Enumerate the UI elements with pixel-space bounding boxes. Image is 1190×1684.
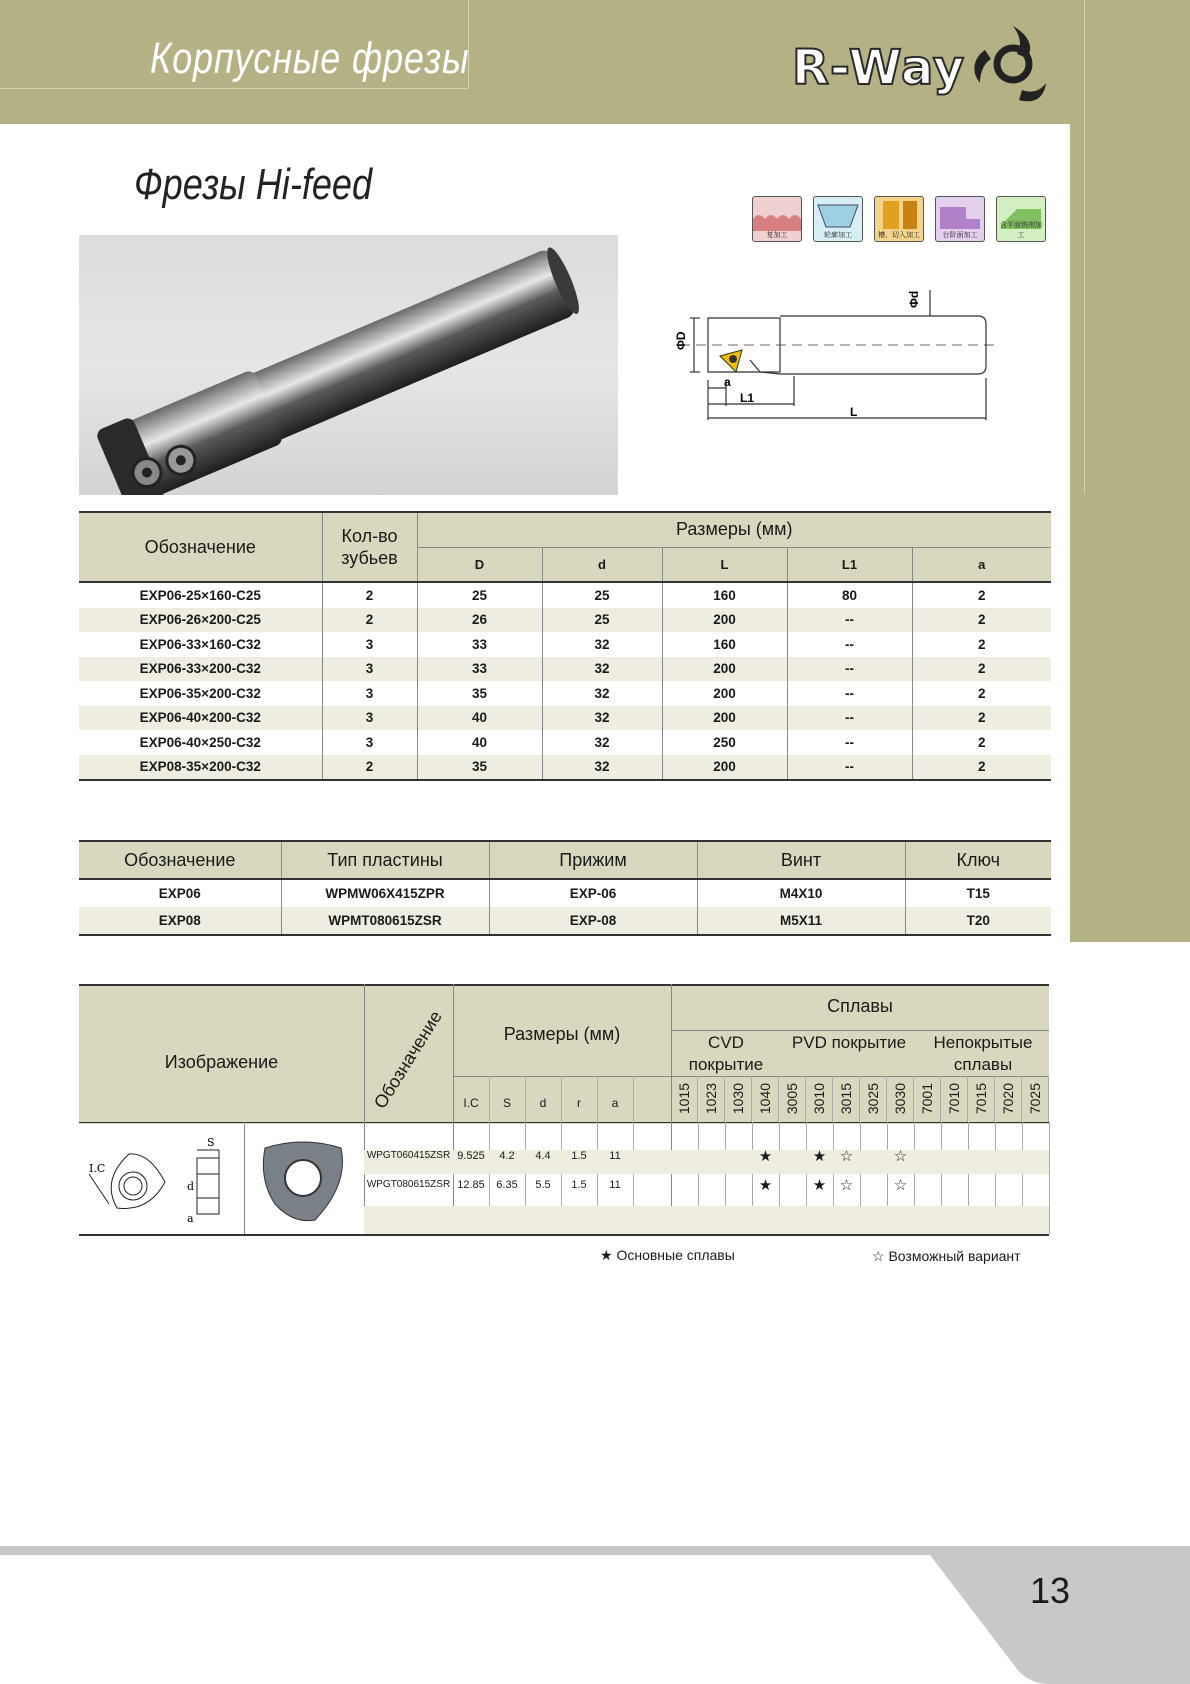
col-insert-type: Тип пластины (281, 841, 489, 879)
col-cvd: CVD покрытие (688, 1033, 764, 1074)
col-uncoated: Непокрытые сплавы (933, 1033, 1033, 1074)
shuriken-icon (968, 22, 1058, 104)
main-grade-star-icon: ★ (758, 1177, 773, 1194)
svg-text:I.C: I.C (89, 1162, 106, 1175)
size-value: 12.85 (457, 1179, 485, 1191)
plunging-icon: 槽、切入加工 (874, 196, 924, 242)
size-value: 11 (609, 1179, 621, 1191)
grade-headers (671, 1076, 1049, 1122)
slotting-icon: 复加工 (752, 196, 802, 242)
table-row: EXP06-26×200-C25 2 26 25 200 -- 2 (79, 608, 1051, 633)
ramping-icon: 轮廓加工 (813, 196, 863, 242)
grade-col-3025: 3025 (860, 1076, 887, 1122)
page-number: 13 (1030, 1570, 1071, 1611)
col-designation: Обозначение (369, 1007, 446, 1113)
side-divider (1084, 0, 1085, 494)
insert-code: WPGT080615ZSR (366, 1179, 451, 1190)
col-pvd: PVD покрытие (791, 1033, 907, 1052)
col-designation: Обозначение (79, 841, 281, 879)
drawing-label-L1: L1 (740, 391, 755, 405)
technical-drawing (660, 280, 1000, 430)
size-value: 11 (609, 1150, 621, 1162)
table-row: EXP06-33×160-C32 3 33 32 160 -- 2 (79, 632, 1051, 657)
size-value: 1.5 (571, 1179, 587, 1191)
section-title: Корпусные фрезы (150, 34, 470, 83)
end-mill-image (79, 235, 618, 495)
accessories-table (79, 840, 1051, 936)
footer-bar (0, 1546, 1190, 1555)
brand-logo (792, 22, 1062, 104)
table-row (364, 1173, 1049, 1201)
table-row: EXP06-40×250-C32 3 40 32 250 -- 2 (79, 730, 1051, 755)
table-row: EXP06-35×200-C32 3 35 32 200 -- 2 (79, 681, 1051, 706)
face-icon: 含平面铣削加工 (996, 196, 1046, 242)
table-row: EXP06-25×160-C25 2 25 25 160 80 2 (79, 582, 1051, 608)
main-grade-star-icon: ★ (812, 1177, 827, 1194)
col-clamp: Прижим (489, 841, 697, 879)
drawing-label-a: a (724, 375, 731, 389)
grade-col-7020: 7020 (995, 1076, 1022, 1122)
page-subtitle: Фрезы Hi-feed (134, 160, 373, 209)
header-divider-horizontal (0, 88, 468, 89)
optional-grade-star-icon: ☆ (839, 1148, 854, 1165)
logo-text: R-Way (792, 40, 966, 96)
table-row (364, 1144, 1049, 1172)
product-photo (79, 235, 618, 495)
svg-text:d: d (187, 1180, 195, 1193)
grade-col-7001: 7001 (914, 1076, 941, 1122)
optional-grade-star-icon: ☆ (893, 1177, 908, 1194)
filled-star-icon: ★ (600, 1247, 613, 1263)
col-teeth: Кол-во зубьев (322, 512, 417, 582)
insert-drawing (79, 1124, 244, 1232)
col-designation: Обозначение (79, 512, 322, 582)
col-L: L (662, 547, 787, 582)
col-L1: L1 (787, 547, 912, 582)
grade-col-1040: 1040 (752, 1076, 779, 1122)
grade-col-3005: 3005 (779, 1076, 806, 1122)
grade-col-3015: 3015 (833, 1076, 860, 1122)
optional-grade-star-icon: ☆ (893, 1148, 908, 1165)
insert-code: WPGT060415ZSR (366, 1150, 451, 1161)
legend-main: ★ Основные сплавы (600, 1247, 735, 1263)
grade-col-7025: 7025 (1022, 1076, 1049, 1122)
grade-col-7010: 7010 (941, 1076, 968, 1122)
application-icons (752, 196, 1052, 244)
drawing-label-D: ΦD (674, 331, 688, 350)
step-icon: 台阶面加工 (935, 196, 985, 242)
svg-text:a: a (187, 1212, 194, 1225)
main-grade-star-icon: ★ (758, 1148, 773, 1165)
side-band (1070, 124, 1190, 942)
size-value: 1.5 (571, 1150, 587, 1162)
outline-star-icon: ☆ (872, 1248, 885, 1264)
col-screw: Винт (697, 841, 905, 879)
legend-optional: ☆ Возможный вариант (872, 1248, 1021, 1264)
body-specs-table (79, 511, 1051, 781)
insert-photo (245, 1124, 364, 1232)
inserts-table: Изображение Обозначение Размеры (мм) Сплавы CVD покрытие PVD покрытие Непокрытые сплавы I.C S d r a 1015 1023 1030 1040 3005 3010 3015 3025 3030 7001 7010 7015 7020 7025 I.C S d a WPGT060415ZSR 9.525 4.2 4.4 1.5 11 ★ ★ ☆ ☆ WPGT080615ZSR 12.85 6.35 5.5 1.5 11 ★ ★ ☆ ☆ (79, 984, 1049, 1236)
table-row: EXP06-33×200-C32 3 33 32 200 -- 2 (79, 657, 1051, 682)
drawing-label-L: L (850, 405, 858, 419)
grade-col-7015: 7015 (968, 1076, 995, 1122)
col-d: d (542, 547, 662, 582)
col-D: D (417, 547, 542, 582)
col-sizes: Размеры (мм) (503, 1024, 621, 1044)
col-a: a (912, 547, 1051, 582)
size-value: 9.525 (457, 1150, 485, 1162)
main-grade-star-icon: ★ (812, 1148, 827, 1165)
size-value: 6.35 (496, 1179, 518, 1191)
size-value: 4.4 (535, 1150, 551, 1162)
size-value: 5.5 (535, 1179, 551, 1191)
grade-col-1015: 1015 (671, 1076, 698, 1122)
col-sizes: Размеры (мм) (675, 519, 793, 540)
optional-grade-star-icon: ☆ (839, 1177, 854, 1194)
table-row: EXP08-35×200-C32 2 35 32 200 -- 2 (79, 755, 1051, 781)
col-image: Изображение (164, 1052, 279, 1072)
col-key: Ключ (956, 849, 1000, 870)
grade-col-3030: 3030 (887, 1076, 914, 1122)
table-row: EXP06-40×200-C32 3 40 32 200 -- 2 (79, 706, 1051, 731)
grade-col-1023: 1023 (698, 1076, 725, 1122)
svg-text:S: S (207, 1136, 215, 1149)
col-alloys: Сплавы (827, 996, 893, 1016)
table-row: EXP06 WPMW06X415ZPR EXP-06 M4X10 T15 (79, 879, 1051, 907)
grade-col-1030: 1030 (725, 1076, 752, 1122)
drawing-label-d: Φd (907, 290, 921, 308)
insert-rows (364, 1144, 1049, 1204)
grade-col-3010: 3010 (806, 1076, 833, 1122)
table-row: EXP08 WPMT080615ZSR EXP-08 M5X11 T20 (79, 907, 1051, 935)
size-value: 4.2 (499, 1150, 515, 1162)
